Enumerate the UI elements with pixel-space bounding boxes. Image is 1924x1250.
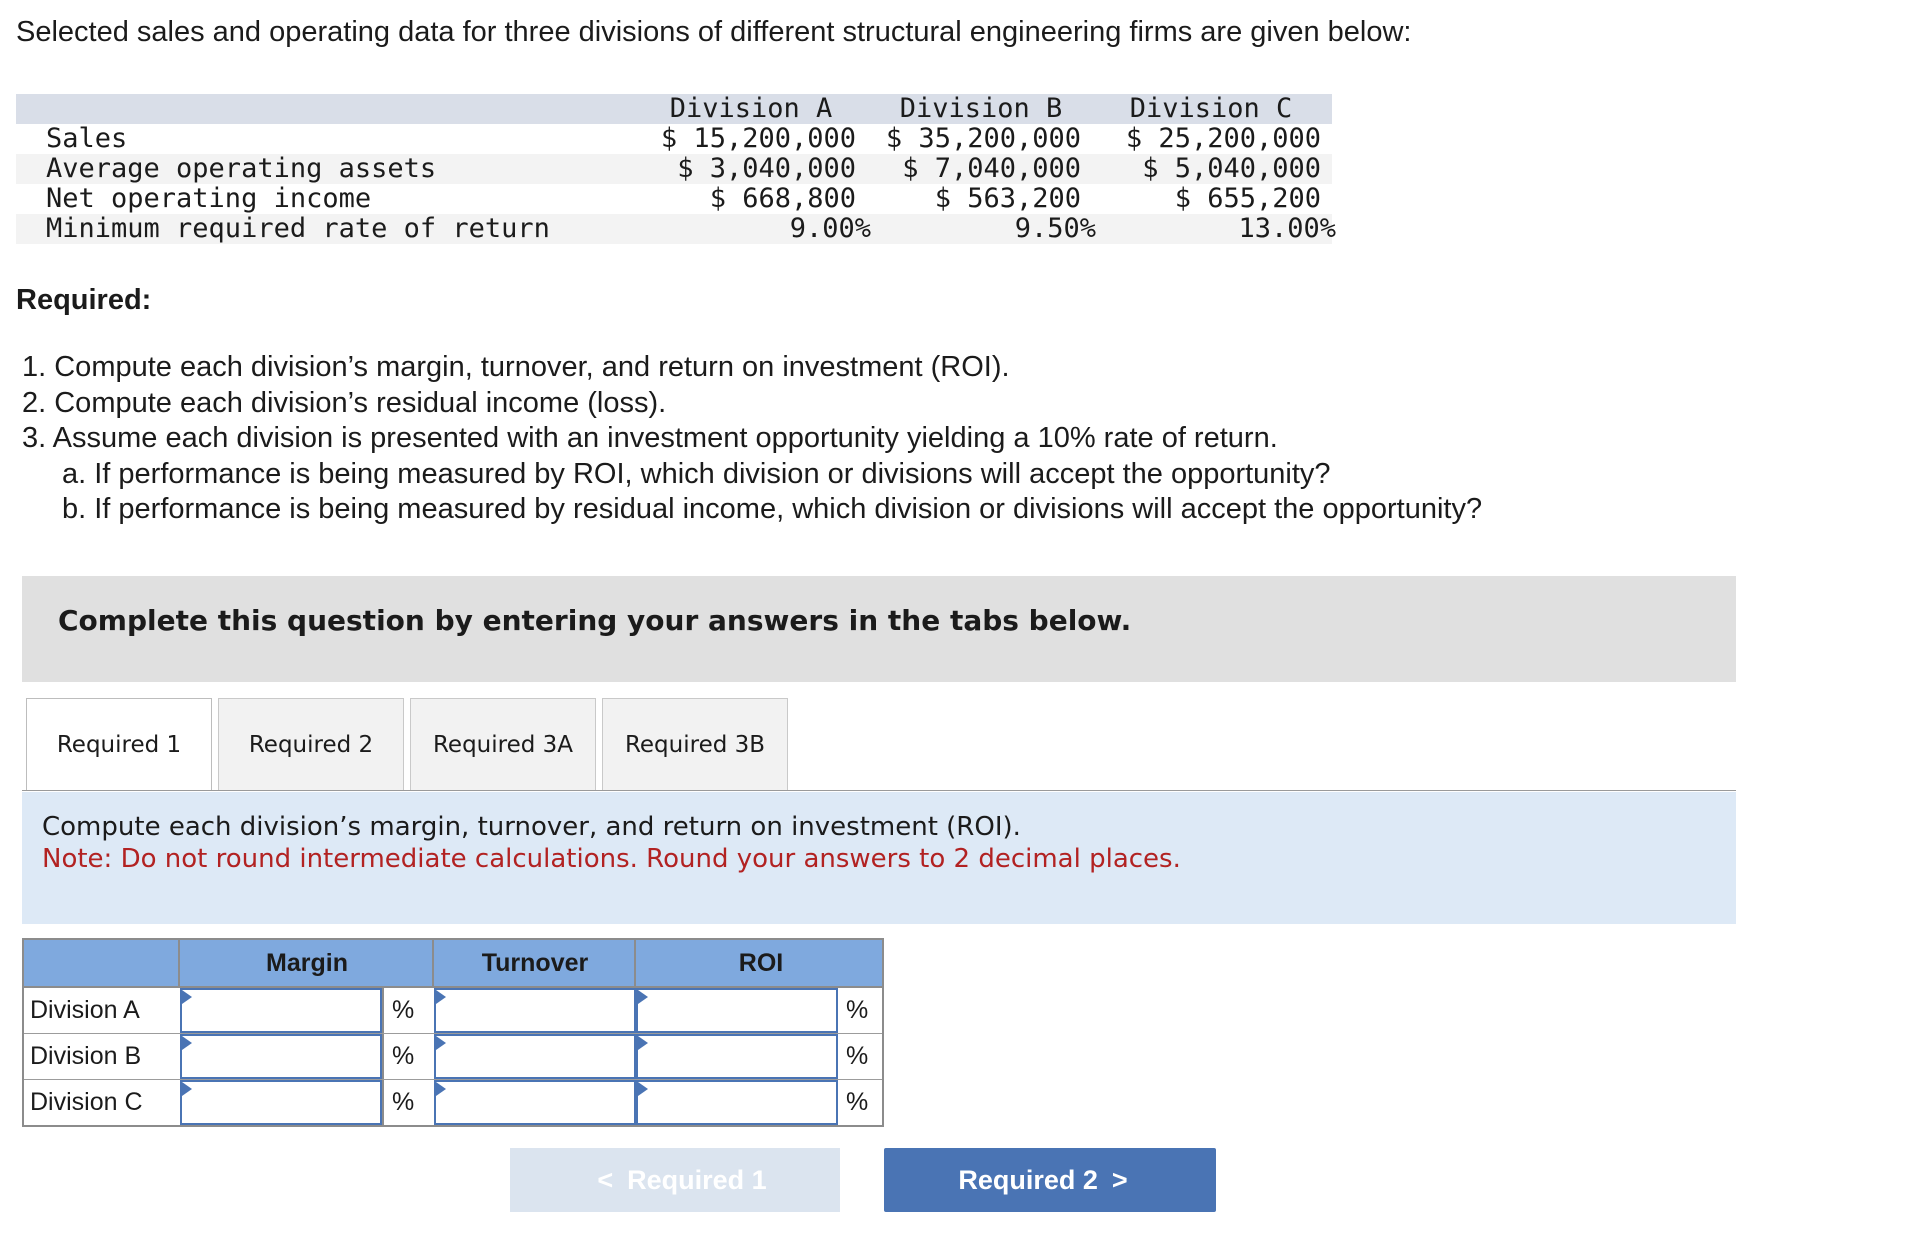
complete-banner-text: Complete this question by entering your answers in the tabs below. <box>58 604 1132 637</box>
percent-label: % <box>392 1042 415 1070</box>
margin-input-division-b[interactable] <box>180 1034 382 1079</box>
roi-input-division-c[interactable] <box>636 1080 838 1125</box>
chevron-right-icon: > <box>1111 1165 1128 1195</box>
input-marker-icon <box>436 1082 446 1096</box>
answer-grid <box>22 938 884 1127</box>
row-label-division-c: Division C <box>30 1088 143 1116</box>
required-subitem: a. If performance is being measured by ROI, which division or divisions will accept the opportunity? <box>62 457 1331 490</box>
value-cell: $ 3,040,000 <box>677 153 856 184</box>
input-marker-icon <box>638 990 648 1004</box>
corner-cell <box>22 940 178 986</box>
row-label: Net operating income <box>46 183 372 214</box>
row-label: Minimum required rate of return <box>46 213 550 244</box>
roi-unit-cell <box>838 1080 882 1125</box>
header-division-c: Division C <box>1129 93 1293 124</box>
data-table-header <box>16 94 1332 124</box>
turnover-input-division-c[interactable] <box>434 1080 636 1125</box>
value-cell: 13.00% <box>1238 213 1336 244</box>
data-row-noi <box>16 184 1332 214</box>
row-label-division-a: Division A <box>30 996 140 1024</box>
roi-input-division-a[interactable] <box>636 988 838 1033</box>
percent-label: % <box>846 1042 869 1070</box>
margin-input-division-a[interactable] <box>180 988 382 1033</box>
tab-divider <box>22 790 1736 791</box>
value-cell: $ 5,040,000 <box>1142 153 1321 184</box>
required-title: Required: <box>16 284 152 316</box>
col-header-turnover: Turnover <box>432 940 636 986</box>
data-table <box>16 93 1336 244</box>
instruction-note: Note: Do not round intermediate calculations. Round your answers to 2 decimal places. <box>42 844 1181 874</box>
header-division-a: Division A <box>669 93 833 124</box>
value-cell: $ 655,200 <box>1174 183 1321 214</box>
margin-input-division-c[interactable] <box>180 1080 382 1125</box>
input-marker-icon <box>182 1082 192 1096</box>
row-label: Average operating assets <box>46 153 437 184</box>
header-division-b: Division B <box>899 93 1063 124</box>
next-button[interactable] <box>884 1148 1216 1212</box>
prev-button-label: Required 1 <box>627 1165 767 1195</box>
table-row <box>24 1034 882 1080</box>
col-header-roi: ROI <box>634 940 886 986</box>
tab-required-3a[interactable]: Required 3A <box>410 698 596 790</box>
turnover-input-division-a[interactable] <box>434 988 636 1033</box>
percent-label: % <box>392 996 415 1024</box>
intro-text: Selected sales and operating data for three divisions of different structural engineering firms are given below: <box>16 16 1412 48</box>
input-marker-icon <box>638 1036 648 1050</box>
value-cell: $ 35,200,000 <box>885 123 1081 154</box>
input-marker-icon <box>182 1036 192 1050</box>
value-cell: 9.00% <box>789 213 871 244</box>
data-row-min-return <box>16 213 1336 244</box>
table-row <box>24 988 882 1034</box>
value-cell: 9.50% <box>1014 213 1096 244</box>
roi-unit-cell <box>838 1034 882 1079</box>
input-marker-icon <box>436 990 446 1004</box>
required-subitem: b. If performance is being measured by residual income, which division or divisions will accept the opportunity? <box>62 493 1483 525</box>
turnover-input-division-b[interactable] <box>434 1034 636 1079</box>
roi-input-division-b[interactable] <box>636 1034 838 1079</box>
next-button-label: Required 2 <box>958 1165 1098 1195</box>
chevron-left-icon: < <box>597 1165 614 1195</box>
margin-unit-cell <box>382 1034 434 1079</box>
percent-label: % <box>392 1088 415 1116</box>
value-cell: $ 563,200 <box>934 183 1081 214</box>
required-item: 1. Compute each division’s margin, turnover, and return on investment (ROI). <box>22 351 1010 383</box>
complete-banner <box>22 576 1736 682</box>
value-cell: $ 15,200,000 <box>660 123 856 154</box>
tab-required-3b[interactable]: Required 3B <box>602 698 788 790</box>
input-marker-icon <box>182 990 192 1004</box>
margin-unit-cell <box>382 1080 434 1125</box>
instruction-text: Compute each division’s margin, turnover, and return on investment (ROI). <box>42 812 1021 842</box>
value-cell: $ 25,200,000 <box>1125 123 1321 154</box>
input-marker-icon <box>436 1036 446 1050</box>
margin-unit-cell <box>382 988 434 1033</box>
data-row-assets <box>16 154 1332 184</box>
required-list <box>22 350 1482 528</box>
table-row <box>24 1080 882 1125</box>
input-marker-icon <box>638 1082 648 1096</box>
row-label-division-b: Division B <box>30 1042 142 1070</box>
col-header-margin: Margin <box>178 940 434 986</box>
prev-button[interactable] <box>510 1148 840 1212</box>
value-cell: $ 668,800 <box>709 183 856 214</box>
instruction-panel <box>22 792 1736 924</box>
tab-required-1[interactable]: Required 1 <box>26 698 212 790</box>
percent-label: % <box>846 996 869 1024</box>
tab-required-2[interactable]: Required 2 <box>218 698 404 790</box>
value-cell: $ 7,040,000 <box>902 153 1081 184</box>
percent-label: % <box>846 1088 869 1116</box>
answer-grid-header <box>24 940 882 988</box>
required-item: 2. Compute each division’s residual income (loss). <box>22 386 667 419</box>
required-item: 3. Assume each division is presented with an investment opportunity yielding a 10% rate of return. <box>22 422 1278 454</box>
data-row-sales <box>16 124 1332 154</box>
roi-unit-cell <box>838 988 882 1033</box>
row-label: Sales <box>46 123 128 154</box>
